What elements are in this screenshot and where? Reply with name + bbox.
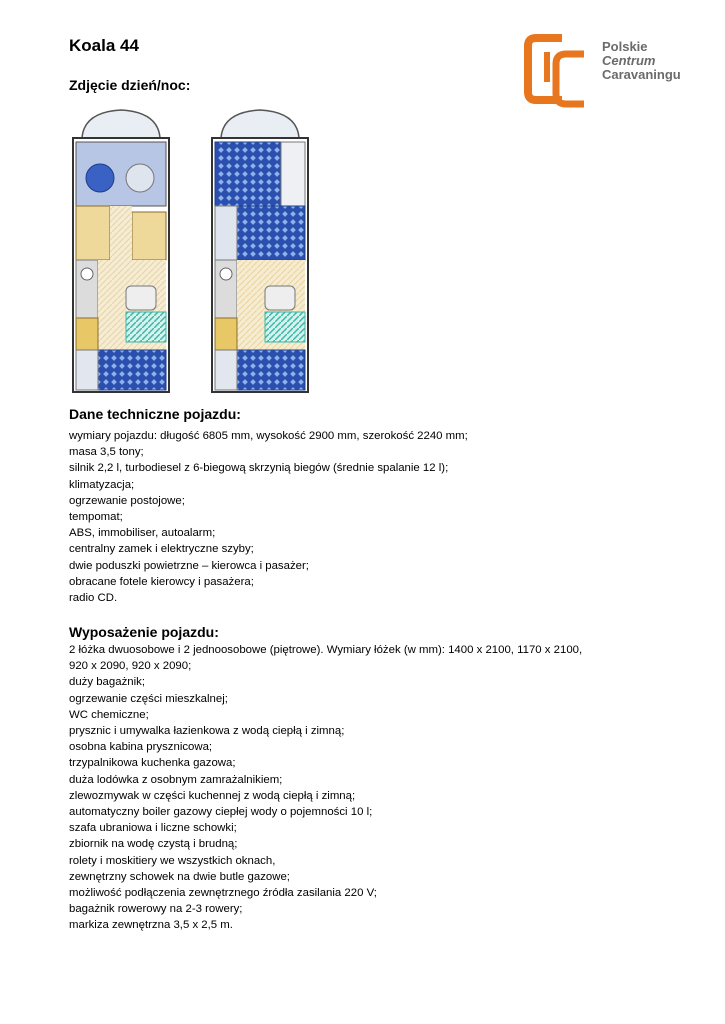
list-item: wymiary pojazdu: długość 6805 mm, wysokość 2900 mm, szerokość 2240 mm;	[69, 430, 468, 442]
list-item: masa 3,5 tony;	[69, 446, 144, 459]
list-item: 2 łóżka dwuosobowe i 2 jednoosobowe (piętrowe). Wymiary łóżek (w mm): 1400 x 2100, 1170 x 2100,	[69, 644, 583, 656]
list-item: trzypalnikowa kuchenka gazowa;	[69, 757, 236, 770]
list-item: klimatyzacja;	[69, 478, 135, 491]
day-floorplan	[70, 106, 172, 394]
list-item: tempomat;	[69, 511, 123, 524]
tech-heading: Dane techniczne pojazdu:	[69, 406, 241, 422]
list-item: możliwość podłączenia zewnętrznego źródła zasilania 220 V;	[69, 887, 377, 900]
equipment-heading: Wyposażenie pojazdu:	[69, 624, 219, 640]
equipment-list	[69, 642, 582, 934]
list-item: dwie poduszki powietrzne – kierowca i pasażer;	[69, 559, 309, 572]
list-item: obracane fotele kierowcy i pasażera;	[69, 575, 254, 588]
logo-line-3: Caravaningu	[602, 67, 681, 82]
list-item: rolety i moskitiery we wszystkich oknach,	[69, 854, 276, 867]
list-item: 920 x 2090, 920 x 2090;	[69, 660, 192, 673]
list-item: silnik 2,2 l, turbodiesel z 6-biegową skrzynią biegów (średnie spalanie 12 l);	[69, 462, 449, 475]
list-item: radio CD.	[69, 592, 118, 605]
list-item: bagażnik rowerowy na 2-3 rowery;	[69, 903, 243, 916]
list-item: WC chemiczne;	[69, 708, 149, 721]
tech-list	[69, 428, 468, 606]
list-item: duża lodówka z osobnym zamrażalnikiem;	[69, 773, 283, 786]
list-item: zbiornik na wodę czystą i brudną;	[69, 838, 238, 851]
list-item: centralny zamek i elektryczne szyby;	[69, 543, 254, 556]
list-item: prysznic i umywalka łazienkowa z wodą ciepłą i zimną;	[69, 725, 345, 738]
list-item: szafa ubraniowa i liczne schowki;	[69, 822, 237, 835]
list-item: automatyczny boiler gazowy ciepłej wody o pojemności 10 l;	[69, 806, 373, 819]
list-item: zlewozmywak w części kuchennej z wodą ciepłą i zimną;	[69, 789, 356, 802]
logo-line-2: Centrum	[602, 53, 656, 68]
logo-text	[602, 40, 681, 82]
list-item: osobna kabina prysznicowa;	[69, 741, 213, 754]
list-item: ogrzewanie części mieszkalnej;	[69, 692, 228, 705]
night-floorplan	[209, 106, 311, 394]
list-item: ogrzewanie postojowe;	[69, 494, 185, 507]
list-item: ABS, immobiliser, autoalarm;	[69, 527, 216, 540]
photo-subtitle: Zdjęcie dzień/noc:	[69, 77, 191, 93]
logo-line-1: Polskie	[602, 39, 648, 54]
list-item: markiza zewnętrzna 3,5 x 2,5 m.	[69, 919, 233, 932]
list-item: duży bagażnik;	[69, 676, 145, 689]
page-title: Koala 44	[69, 36, 139, 55]
list-item: zewnętrzny schowek na dwie butle gazowe;	[69, 870, 290, 883]
